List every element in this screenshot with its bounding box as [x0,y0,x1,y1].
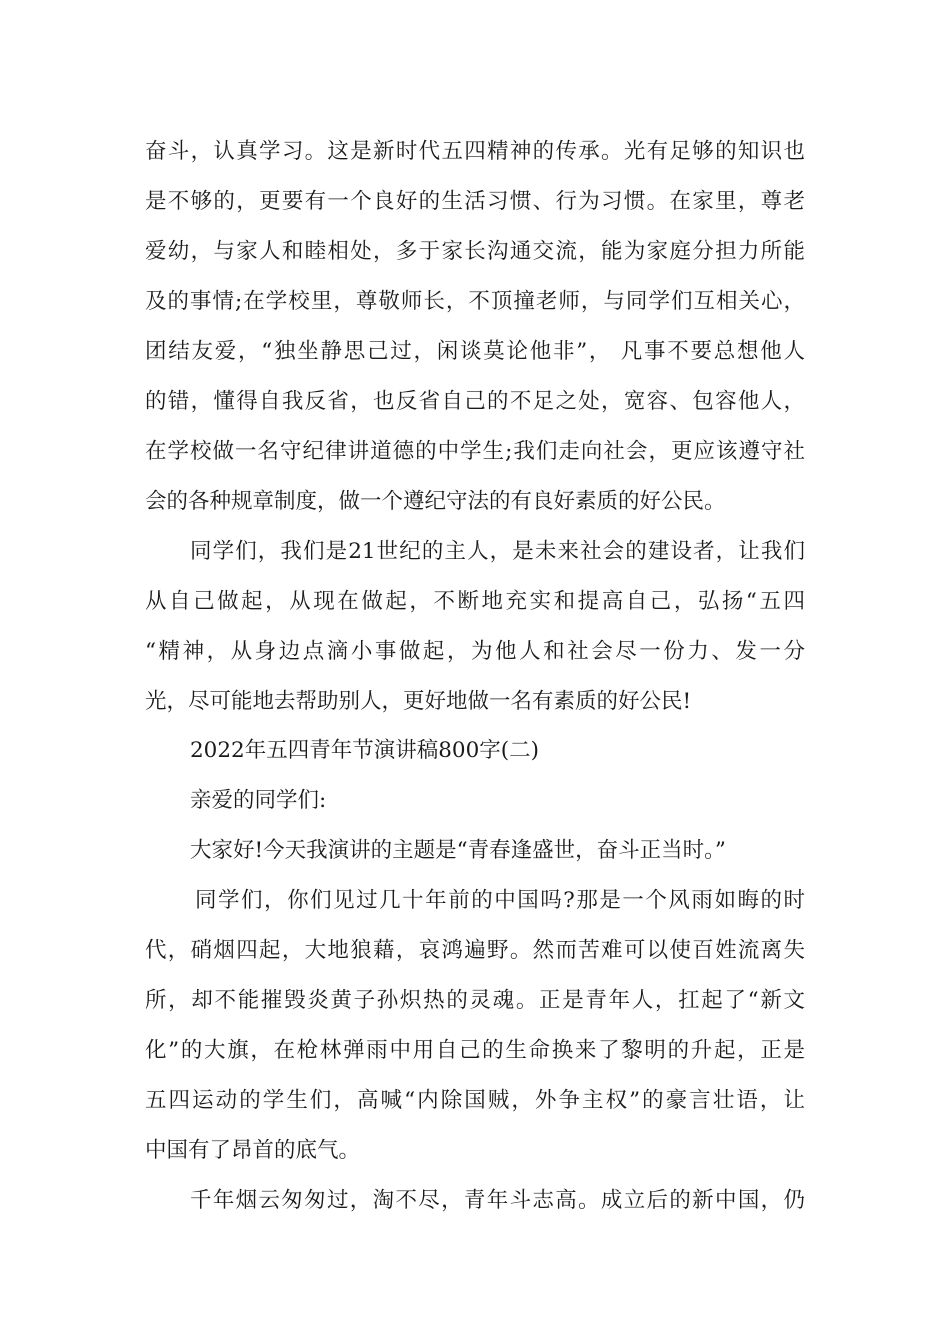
text-line: 是不够的，更要有一个良好的生活习惯、行为习惯。在家里，尊老 [145,189,805,214]
text-line: 奋斗，认真学习。这是新时代五四精神的传承。光有足够的知识也 [145,139,805,164]
text-line: 光，尽可能地去帮助别人，更好地做一名有素质的好公民! [145,689,692,714]
text-line: 中国有了昂首的底气。 [145,1138,361,1163]
salutation: 亲爱的同学们: [190,788,327,813]
text-line: “精神，从身边点滴小事做起，为他人和社会尽一份力、发一分 [145,639,805,664]
text-line: 所，却不能摧毁炎黄子孙炽热的灵魂。正是青年人，扛起了“新文 [145,988,805,1013]
text-line: 及的事情;在学校里，尊敬师长，不顶撞老师，与同学们互相关心， [145,289,805,314]
text-line: 同学们，我们是21世纪的主人，是未来社会的建设者，让我们 [190,539,805,564]
text-line: 的错，懂得自我反省，也反省自己的不足之处，宽容、包容他人， [145,389,805,414]
text-line: 会的各种规章制度，做一个遵纪守法的有良好素质的好公民。 [145,489,726,514]
text-line: 化”的大旗，在枪林弹雨中用自己的生命换来了黎明的升起，正是 [145,1038,805,1063]
text-line: 爱幼，与家人和睦相处，多于家长沟通交流，能为家庭分担力所能 [145,239,805,264]
text-line: 代，硝烟四起，大地狼藉，哀鸿遍野。然而苦难可以使百姓流离失 [145,938,805,963]
text-line: 五四运动的学生们，高喊“内除国贼，外争主权”的豪言壮语，让 [145,1088,805,1113]
text-line: 从自己做起，从现在做起，不断地充实和提高自己，弘扬“五四 [145,589,805,614]
text-line: 千年烟云匆匆过，淘不尽，青年斗志高。成立后的新中国，仍 [190,1188,805,1213]
text-line: 在学校做一名守纪律讲道德的中学生;我们走向社会，更应该遵守社 [145,439,805,464]
text-line: 大家好!今天我演讲的主题是“青春逢盛世，奋斗正当时。” [190,838,726,863]
text-line: 团结友爱，“独坐静思己过，闲谈莫论他非”， 凡事不要总想他人 [145,339,805,364]
section-heading: 2022年五四青年节演讲稿800字(二) [190,738,540,763]
text-line: 同学们，你们见过几十年前的中国吗?那是一个风雨如晦的时 [195,888,805,913]
